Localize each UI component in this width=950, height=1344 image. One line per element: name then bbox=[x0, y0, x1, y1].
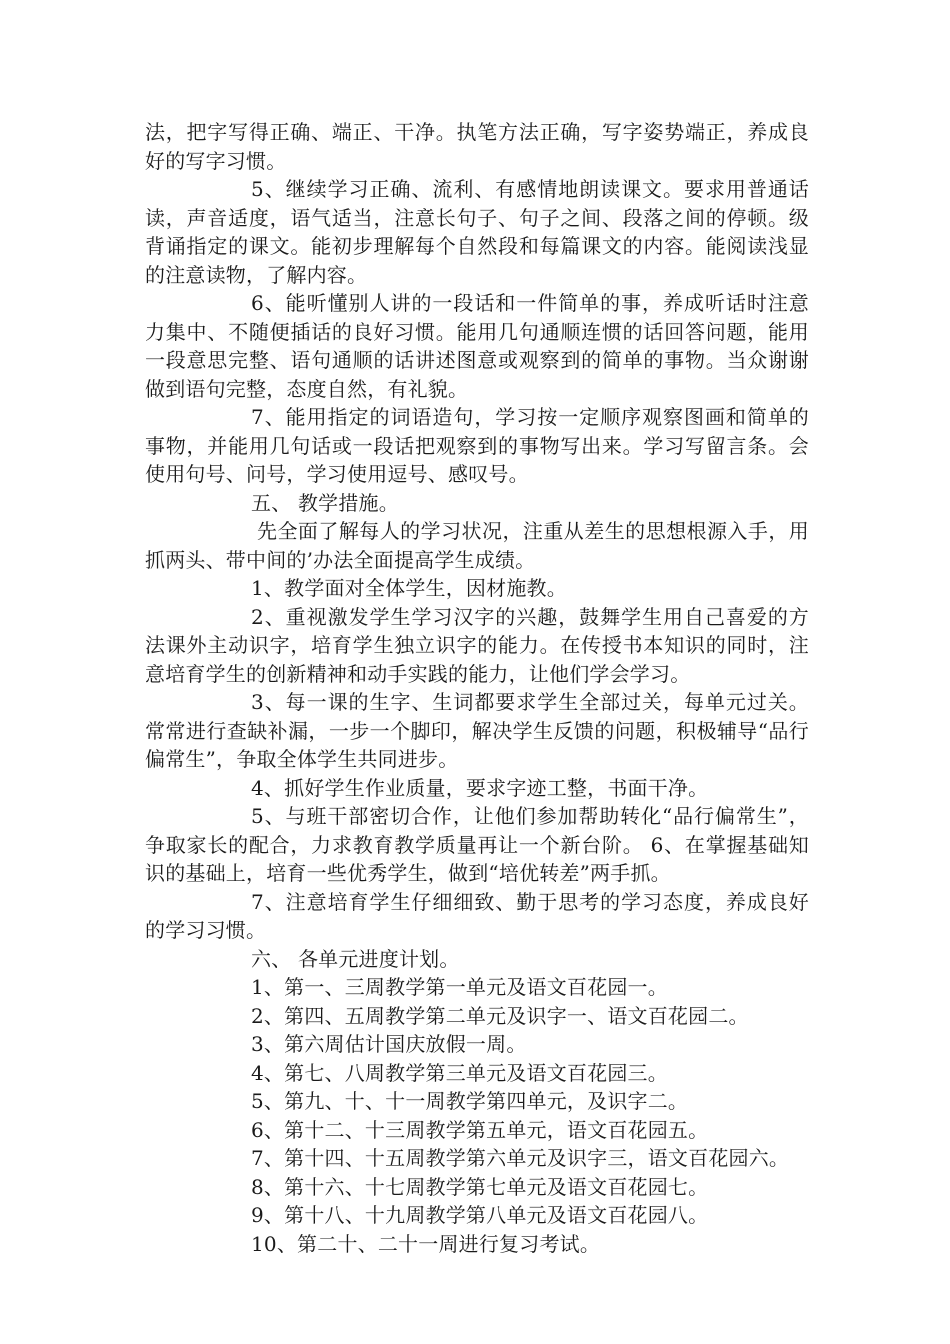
schedule-item-5: 5、第九、十、十一周教学第四单元，及识字二。 bbox=[251, 1089, 689, 1113]
schedule-item-4: 4、第七、八周教学第三单元及语文百花园三。 bbox=[251, 1060, 668, 1085]
schedule-item-2: 2、第四、五周教学第二单元及识字一、语文百花园二。 bbox=[251, 1003, 749, 1028]
section-heading-unit-schedule: 六、 各单元进度计划。 bbox=[251, 946, 460, 971]
paragraph-teaching-measures-intro: 先全面了解每人的学习状况，注重从差生的思想根源入手，用抓两头、带中间的’办法全面提高学生成绩。 bbox=[145, 519, 809, 572]
measure-item-1: 1、教学面对全体学生，因材施教。 bbox=[251, 576, 567, 600]
paragraph-writing-habits: 法，把字写得正确、端正、干净。执笔方法正确，写字姿势端正，养成良好的写字习惯。 bbox=[145, 120, 809, 173]
measure-item-5: 5、与班干部密切合作，让他们参加帮助转化“品行偏常生”，争取家长的配合，力求教育教学质量再让一个新台阶。 6、在掌握基础知识的基础上，培育一些优秀学生，做到“培优转差”两手抓。 bbox=[145, 804, 809, 885]
schedule-item-9: 9、第十八、十九周教学第八单元及语文百花园八。 bbox=[251, 1203, 709, 1227]
section-heading-teaching-measures: 五、 教学措施。 bbox=[251, 490, 399, 515]
schedule-item-7: 7、第十四、十五周教学第六单元及识字三，语文百花园六。 bbox=[251, 1146, 790, 1170]
paragraph-goal-5: 5、继续学习正确、流利、有感情地朗读课文。要求用普通话读，声音适度，语气适当，注意长句子、句子之间、段落之间的停顿。级背诵指定的课文。能初步理解每个自然段和每篇课文的内容。能阅读浅显的注意读物，了解内容。 bbox=[145, 177, 809, 287]
measure-item-7: 7、注意培育学生仔细细致、勤于思考的学习态度，养成良好的学习习惯。 bbox=[145, 889, 809, 942]
schedule-item-6: 6、第十二、十三周教学第五单元，语文百花园五。 bbox=[251, 1117, 709, 1142]
paragraph-goal-6: 6、能听懂别人讲的一段话和一件简单的事，养成听话时注意力集中、不随便插话的良好习惯。能用几句通顺连惯的话回答问题，能用一段意思完整、语句通顺的话讲述图意或观察到的简单的事物。当众谢谢做到语句完整，态度自然，有礼貌。 bbox=[145, 291, 809, 401]
schedule-item-8: 8、第十六、十七周教学第七单元及语文百花园七。 bbox=[251, 1174, 709, 1199]
schedule-item-3: 3、第六周估计国庆放假一周。 bbox=[251, 1032, 527, 1056]
paragraph-goal-7: 7、能用指定的词语造句，学习按一定顺序观察图画和简单的事物，并能用几句话或一段话把观察到的事物写出来。学习写留言条。会使用句号、问号，学习使用逗号、感叹号。 bbox=[145, 405, 809, 486]
document-page bbox=[145, 118, 809, 1258]
measure-item-3: 3、每一课的生字、生词都要求学生全部过关，每单元过关。常常进行查缺补漏，一步一个脚印，解决学生反馈的问题，积极辅导“品行偏常生”，争取全体学生共同进步。 bbox=[145, 690, 809, 771]
measure-item-2: 2、重视激发学生学习汉字的兴趣，鼓舞学生用自己喜爱的方法课外主动识字，培育学生独立识字的能力。在传授书本知识的同时，注意培育学生的创新精神和动手实践的能力，让他们学会学习。 bbox=[145, 604, 809, 686]
schedule-item-10: 10、第二十、二十一周进行复习考试。 bbox=[251, 1231, 601, 1256]
measure-item-4: 4、抓好学生作业质量，要求字迹工整，书面干净。 bbox=[251, 775, 709, 800]
schedule-item-1: 1、第一、三周教学第一单元及语文百花园一。 bbox=[251, 975, 668, 999]
